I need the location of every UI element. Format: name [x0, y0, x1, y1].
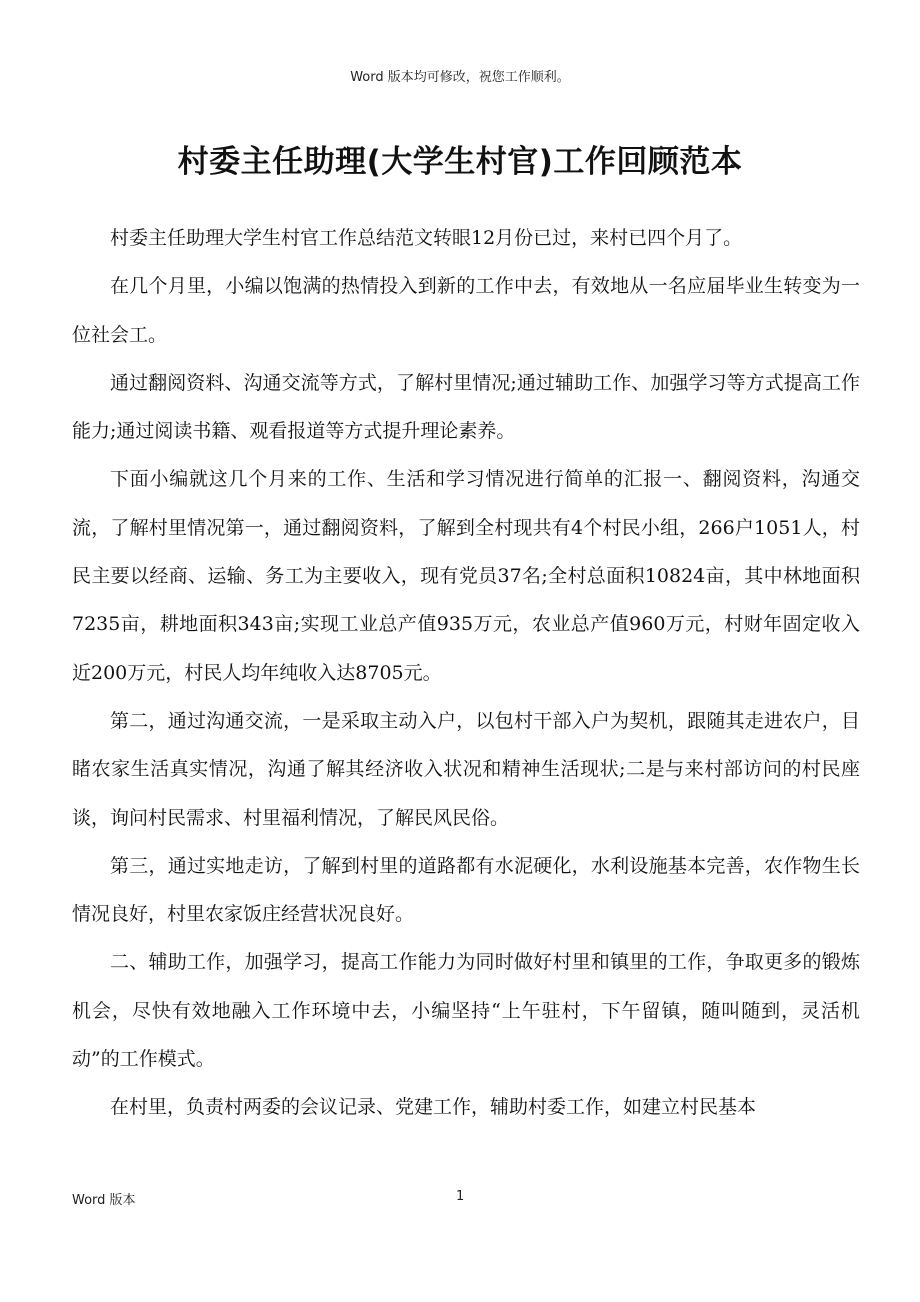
- footer-label: Word 版本: [72, 1193, 136, 1208]
- paragraph-1: 村委主任助理大学生村官工作总结范文转眼12月份已过，来村已四个月了。: [110, 227, 743, 249]
- document-body: [72, 214, 860, 1132]
- page-number: 1: [456, 1189, 465, 1204]
- paragraph-6: 第三，通过实地走访，了解到村里的道路都有水泥硬化，水利设施基本完善，农作物生长情况良好，村里农家饭庄经营状况良好。: [72, 854, 860, 926]
- paragraph-4: 下面小编就这几个月来的工作、生活和学习情况进行简单的汇报一、翻阅资料，沟通交流，了解村里情况第一，通过翻阅资料，了解到全村现共有4个村民小组，266户1051人，村民主要以经商、运输、务工为主要收入，现有党员37名;全村总面积10824亩，其中林地面积7235亩，耕地面积343亩;实现工业总产值935万元，农业总产值960万元，村财年固定收入近200万元，村民人均年纯收入达8705元。: [72, 468, 860, 684]
- document-title: 村委主任助理(大学生村官)工作回顾范本: [177, 144, 743, 180]
- paragraph-2: 在几个月里，小编以饱满的热情投入到新的工作中去，有效地从一名应届毕业生转变为一位社会工。: [72, 275, 860, 346]
- paragraph-7: 二、辅助工作，加强学习，提高工作能力为同时做好村里和镇里的工作，争取更多的锻炼机会，尽快有效地融入工作环境中去，小编坚持“上午驻村，下午留镇，随叫随到，灵活机动”的工作模式。: [72, 951, 860, 1071]
- page-header-note: Word 版本均可修改，祝您工作顺利。: [350, 70, 570, 85]
- page-footer: [72, 1189, 860, 1209]
- paragraph-8: 在村里，负责村两委的会议记录、党建工作，辅助村委工作，如建立村民基本: [110, 1096, 757, 1119]
- paragraph-3: 通过翻阅资料、沟通交流等方式，了解村里情况;通过辅助工作、加强学习等方式提高工作能力;通过阅读书籍、观看报道等方式提升理论素养。: [72, 371, 860, 443]
- paragraph-5: 第二，通过沟通交流，一是采取主动入户，以包村干部入户为契机，跟随其走进农户，目睹农家生活真实情况，沟通了解其经济收入状况和精神生活现状;二是与来村部访问的村民座谈，询问村民需求、村里福利情况，了解民风民俗。: [72, 709, 860, 829]
